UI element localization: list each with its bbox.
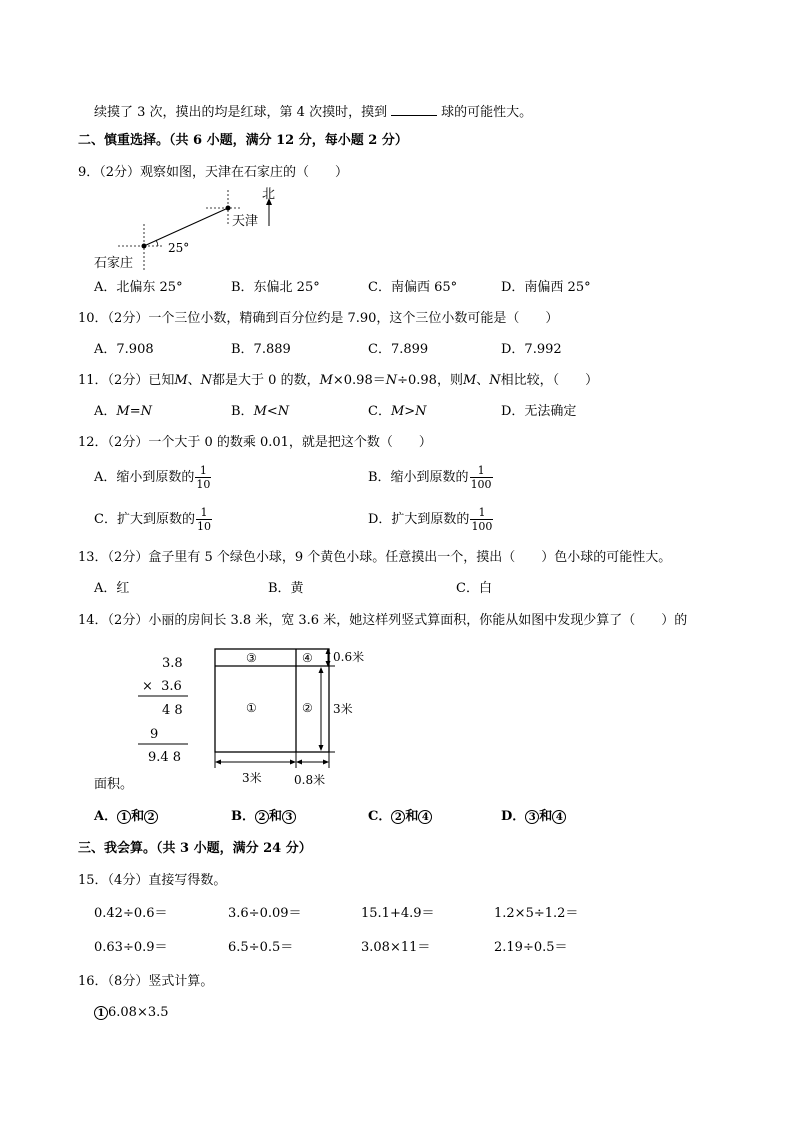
region-4: ④ [302,651,313,665]
q9-option-a[interactable]: A．北偏东 25° [94,280,183,295]
q10-option-c[interactable]: C．7.899 [368,342,429,357]
var-m: M [174,373,188,388]
q9-option-b[interactable]: B．东偏北 25° [231,280,320,295]
q12-option-c[interactable] [94,506,212,533]
north-label: 北 [262,187,276,202]
calc-line-2: × 3.6 [142,679,182,694]
q15-item: 3.08×11＝ [361,940,431,955]
q12-option-b[interactable] [368,464,493,491]
q8-text-after: 球的可能性大。 [441,105,533,120]
angle-label: 25° [168,241,190,255]
relation-sign: = [129,404,141,419]
q13-option-b[interactable]: B．黄 [268,581,304,596]
q15-item: 0.42÷0.6＝ [94,906,168,921]
option-label: B． [231,809,255,824]
q9-direction-figure [90,186,290,274]
circled-number: 3 [282,810,296,824]
option-label: C． [368,809,392,824]
var-n: N [489,373,501,388]
q11-stem-part: 、 [476,373,490,388]
circled-number: 2 [144,810,158,824]
numerator: 1 [470,464,493,478]
q12-stem: 12．（2分）一个大于 0 的数乘 0.01，就是把这个数（ ） [78,435,432,450]
q13-option-c[interactable]: C．白 [456,581,492,596]
var-m: M [253,404,267,419]
q14-vertical-calc [136,650,196,770]
q11-stem [78,373,598,389]
var-n: N [415,404,427,419]
option-text: A．缩小到原数的 [94,470,195,485]
relation-sign: > [404,404,416,419]
q11-option-b[interactable] [231,404,289,420]
q16-stem: 16．（8分）竖式计算。 [78,974,214,989]
q11-stem-part: 都是大于 0 的数， [212,373,320,388]
numerator: 1 [470,506,493,520]
q16-item-1 [94,1005,169,1021]
shijiazhuang-label: 石家庄 [94,256,134,271]
var-n: N [277,404,290,419]
q11-stem-part: 相比较，（ ） [500,373,599,388]
q13-option-a[interactable]: A．红 [94,581,130,596]
option-label: A． [94,809,118,824]
and-label: 和 [539,809,553,824]
dim-top-label: 0.6米 [333,650,365,664]
option-text: C．扩大到原数的 [94,512,195,527]
var-n: N [140,404,152,419]
option-text: D．扩大到原数的 [368,512,470,527]
circled-number: 1 [94,1006,108,1020]
numerator: 1 [196,506,212,520]
and-label: 和 [131,809,145,824]
circled-number: 1 [117,810,131,824]
denominator: 10 [196,478,211,491]
tianjin-label: 天津 [232,214,259,229]
q15-item: 15.1+4.9＝ [361,906,435,921]
q12-option-a[interactable] [94,464,211,491]
section2-title: 二、慎重选择。（共 6 小题，满分 12 分，每小题 2 分） [78,133,408,148]
region-1: ① [246,701,257,715]
q14-area-diagram [210,644,365,790]
fraction [195,464,211,491]
q11-stem-part: ÷0.98，则 [397,373,463,388]
q14-option-c[interactable] [368,809,432,825]
fraction [470,464,493,491]
q14-stem-tail: 面积。 [94,777,134,792]
q14-option-a[interactable] [94,809,158,825]
region-3: ③ [246,651,257,665]
option-label: C． [368,404,391,419]
and-label: 和 [405,809,419,824]
q8-text-before: 续摸了 3 次，摸出的均是红球，第 4 次摸时，摸到 [94,105,388,120]
circled-number: 4 [418,810,432,824]
q14-stem: 14．（2分）小丽的房间长 3.8 米，宽 3.6 米，她这样列竖式算面积，你能从如图中发现少算了（ ）的 [78,613,688,628]
dim-right-label: 3米 [333,702,353,716]
option-text: B．缩小到原数的 [368,470,469,485]
q14-option-d[interactable] [501,809,566,825]
q9-stem: 9．（2分）观察如图，天津在石家庄的（ ） [78,165,349,180]
option-label: A． [94,404,117,419]
var-n: N [385,373,398,388]
var-m: M [116,404,130,419]
q11-option-a[interactable] [94,404,152,420]
q8-answer-blank[interactable] [391,103,437,116]
q10-option-a[interactable]: A．7.908 [94,342,154,357]
q11-option-c[interactable] [368,404,427,420]
denominator: 100 [471,520,493,533]
q8-tail [94,103,532,121]
q14-option-b[interactable] [231,809,296,825]
calc-line-5: 9.4 8 [148,750,182,765]
q15-item: 3.6÷0.09＝ [228,906,302,921]
section3-title: 三、我会算。（共 3 小题，满分 24 分） [78,841,312,856]
circled-number: 4 [552,810,566,824]
circled-number: 2 [255,810,269,824]
calc-line-4: 9 [150,727,159,742]
q11-option-d[interactable]: D．无法确定 [501,404,577,419]
q16-expression: 6.08×3.5 [108,1005,169,1020]
q15-item: 1.2×5÷1.2＝ [494,906,579,921]
denominator: 100 [470,478,492,491]
q10-option-b[interactable]: B．7.889 [231,342,291,357]
calc-line-1: 3.8 [162,656,183,671]
region-2: ② [302,701,313,715]
calc-line-3: 4 8 [162,703,183,718]
dim-bottom-right-label: 0.8米 [294,773,326,787]
relation-sign: < [266,404,278,419]
denominator: 10 [196,520,211,533]
var-m: M [390,404,405,419]
and-label: 和 [269,809,283,824]
numerator: 1 [195,464,211,478]
fraction [470,506,493,533]
fraction [196,506,212,533]
q11-stem-part: ×0.98＝ [332,373,386,388]
q13-stem: 13．（2分）盒子里有 5 个绿色小球，9 个黄色小球。任意摸出一个，摸出（ ）色小球的可能性大。 [78,550,672,565]
q15-item: 0.63÷0.9＝ [94,940,168,955]
option-label: B． [231,404,254,419]
q12-option-d[interactable] [368,506,493,533]
var-n: N [200,373,213,388]
dim-bottom-left-label: 3米 [242,771,262,785]
q11-stem-part: 11．（2分）已知 [78,373,175,388]
q15-item: 2.19÷0.5＝ [494,940,568,955]
q15-item: 6.5÷0.5＝ [228,940,294,955]
circled-number: 2 [391,810,405,824]
var-m: M [319,373,333,388]
q9-option-d[interactable]: D．南偏西 25° [501,280,591,295]
var-m: M [462,373,477,388]
q11-stem-part: 、 [187,373,201,388]
q10-option-d[interactable]: D．7.992 [501,342,562,357]
q9-option-c[interactable]: C．南偏西 65° [368,280,458,295]
q15-stem: 15．（4分）直接写得数。 [78,873,227,888]
q10-stem: 10．（2分）一个三位小数，精确到百分位约是 7.90，这个三位小数可能是（ ） [78,311,559,326]
circled-number: 3 [525,810,539,824]
option-label: D． [501,809,526,824]
